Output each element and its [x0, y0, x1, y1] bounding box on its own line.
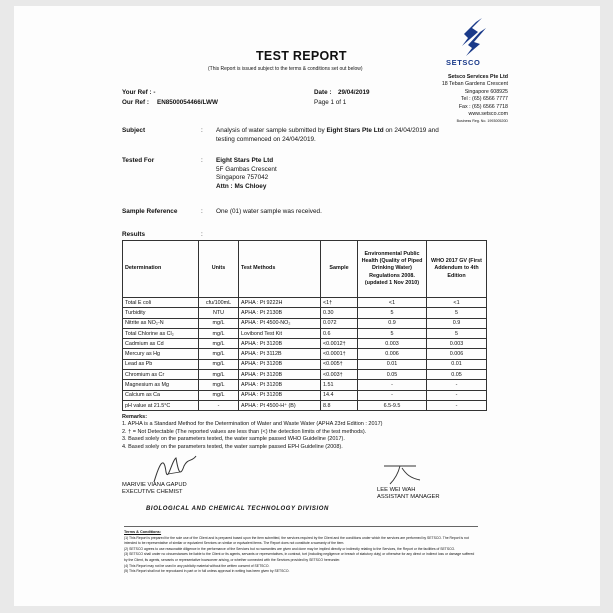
tested-for-attn: Attn : Ms Chloey: [216, 182, 267, 190]
results-cell-method: APHA : Pt 3120B: [239, 370, 321, 380]
results-cell-who: <1: [427, 298, 487, 308]
remarks-block: [122, 414, 382, 451]
results-row: [123, 318, 487, 328]
results-row: [123, 380, 487, 390]
date-label: Date :: [314, 89, 332, 96]
results-cell-who: -: [427, 400, 487, 410]
results-label: Results: [122, 231, 146, 238]
results-cell-who: 0.01: [427, 359, 487, 369]
right-signatory-name: LEE WEI WAH: [377, 487, 416, 493]
company-tel: Tel : (65) 6566 7777: [460, 96, 508, 103]
subject-text-2: on 24/04/2019 and: [385, 127, 439, 134]
results-cell-who: 5: [427, 308, 487, 318]
results-row: [123, 308, 487, 318]
col-determination: Determination: [123, 241, 199, 298]
tested-for-colon: :: [201, 157, 203, 164]
results-cell-method: APHA : Pt 4500-NO₂: [239, 318, 321, 328]
results-row: [123, 400, 487, 410]
remark-item: 3. Based solely on the parameters tested, the water sample passed WHO Guideline (2017).: [122, 436, 345, 443]
results-cell-eph: 0.006: [358, 349, 427, 359]
results-cell-who: 5: [427, 328, 487, 338]
terms-item: (3) SETSCO shall under no circumstances be liable to the Client or its agents, servants or representatives, in contract, tort (including negligence or breach of statutory duty) or otherwise for any direct or indirect loss or damage suffered by the Client, its agents, servants or representative howsoever arising, or whether connected with the Services provided by SETSCO hereunder.: [124, 552, 475, 562]
results-cell-units: -: [199, 400, 239, 410]
subject-company: Eight Stars Pte Ltd: [326, 127, 384, 134]
results-cell-determination: Lead as Pb: [123, 359, 199, 369]
results-cell-eph: 5: [358, 328, 427, 338]
results-cell-units: NTU: [199, 308, 239, 318]
col-eph-regulations: Environmental Public Health (Quality of Piped Drinking Water) Regulations 2008. (updated 1 Nov 2010): [358, 241, 427, 298]
sample-reference-text: One (01) water sample was received.: [216, 208, 322, 215]
results-cell-sample: <0.0012†: [321, 339, 358, 349]
results-cell-units: mg/L: [199, 318, 239, 328]
results-cell-method: APHA : Pt 9222H: [239, 298, 321, 308]
report-title: TEST REPORT: [256, 49, 347, 63]
results-cell-determination: Cadmium as Cd: [123, 339, 199, 349]
division-name: BIOLOGICAL AND CHEMICAL TECHNOLOGY DIVISION: [146, 506, 329, 512]
terms-item: (1) This Report is prepared for the sole use of the Client and is prepared based upon the item submitted, the services required by the Client and the conditions under which the services are performed by SETSCO. The Report is not intended to be representative of similar or equivalent Services on similar or equivalent items. The Report does not constitute a warranty of the item.: [124, 535, 469, 546]
results-cell-who: -: [427, 380, 487, 390]
results-cell-sample: <1†: [321, 298, 358, 308]
terms-item: (2) SETSCO agrees to use reasonable diligence in the performance of the Services but no warranties are given and done may be implied directly or indirectly relating to the Services, the Report or the facilities of SETSCO.: [124, 546, 456, 551]
results-row: [123, 390, 487, 400]
results-cell-sample: <0.0001†: [321, 349, 358, 359]
col-test-methods: Test Methods: [239, 241, 321, 298]
company-reg: Business Reg. No. 199300520D: [456, 119, 508, 124]
results-cell-eph: 0.9: [358, 318, 427, 328]
col-who-2017: WHO 2017 GV (First Addendum to 4th Edition: [427, 241, 487, 298]
results-cell-eph: 0.003: [358, 339, 427, 349]
results-cell-who: 0.006: [427, 349, 487, 359]
remark-item: 2. † = Not Detectable (The reported values are less than (<) the detection limits of the test methods).: [122, 428, 367, 435]
terms-item: (5) This Report shall not be reproduced in part or in full unless approval in writing has been given by SETSCO.: [124, 569, 290, 574]
results-cell-who: -: [427, 390, 487, 400]
terms-heading: Terms & Conditions:: [124, 530, 162, 534]
sample-reference-label: Sample Reference: [122, 208, 178, 215]
report-subtitle: (This Report is issued subject to the terms & conditions set out below): [208, 66, 363, 72]
company-fax: Fax : (65) 6566 7718: [458, 103, 508, 110]
company-address-line-2: Singapore 608925: [464, 88, 508, 95]
results-cell-eph: <1: [358, 298, 427, 308]
results-row: [123, 328, 487, 338]
results-cell-units: mg/L: [199, 349, 239, 359]
results-cell-method: APHA : Pt 3112B: [239, 349, 321, 359]
setsco-s-logo-icon: [452, 14, 496, 58]
results-cell-sample: 0.6: [321, 328, 358, 338]
subject-colon: :: [201, 127, 203, 134]
results-cell-eph: -: [358, 380, 427, 390]
results-cell-sample: 14.4: [321, 390, 358, 400]
terms-divider: [124, 526, 478, 527]
results-cell-sample: <0.005†: [321, 359, 358, 369]
left-signatory-name: MARIVIE VIANA GAPUD: [122, 482, 187, 488]
results-cell-units: mg/L: [199, 339, 239, 349]
results-body: [123, 298, 487, 411]
tested-for-block: [216, 157, 277, 191]
company-name: Setsco Services Pte Ltd: [447, 74, 508, 80]
tested-for-addr-2: Singapore 757042: [216, 174, 269, 182]
results-cell-determination: Total Chlorine as Cl₂: [123, 328, 199, 338]
results-cell-sample: <0.003†: [321, 370, 358, 380]
results-cell-units: mg/L: [199, 359, 239, 369]
terms-item: (4) This Report may not be used in any publicity material without the written consent of SETSCO.: [124, 563, 270, 568]
results-row: [123, 359, 487, 369]
results-cell-who: 0.9: [427, 318, 487, 328]
col-units: Units: [199, 241, 239, 298]
results-cell-who: 0.05: [427, 370, 487, 380]
results-cell-determination: Nitrite as NO₂-N: [123, 318, 199, 328]
tested-for-label: Tested For: [122, 157, 155, 164]
subject-text-1: Analysis of water sample submitted by: [216, 127, 325, 134]
results-cell-method: Lovibond Test Kit: [239, 328, 321, 338]
left-signatory-title: EXECUTIVE CHEMIST: [122, 489, 183, 496]
company-brand: SETSCO: [446, 58, 481, 67]
right-signatory: [377, 487, 440, 502]
results-cell-method: APHA : Pt 3120B: [239, 380, 321, 390]
results-cell-method: APHA : Pt 2130B: [239, 308, 321, 318]
results-cell-units: cfu/100mL: [199, 298, 239, 308]
results-cell-method: APHA : Pt 3120B: [239, 339, 321, 349]
results-row: [123, 370, 487, 380]
page-number: Page 1 of 1: [314, 99, 347, 106]
results-cell-sample: 8.8: [321, 400, 358, 410]
results-cell-units: mg/L: [199, 380, 239, 390]
results-cell-determination: Calcium as Ca: [123, 390, 199, 400]
results-cell-determination: Total E coli: [123, 298, 199, 308]
results-row: [123, 339, 487, 349]
sample-reference-colon: :: [201, 208, 203, 215]
results-cell-eph: 6.5-9.5: [358, 400, 427, 410]
results-colon: :: [201, 231, 203, 238]
results-cell-determination: Chromium as Cr: [123, 370, 199, 380]
remark-item: 4. Based solely on the parameters tested, the water sample passed EPH Guideline (2008).: [122, 443, 343, 450]
our-ref-value: EN8500054466/LWW: [157, 99, 218, 106]
left-signature: [150, 452, 200, 486]
results-cell-sample: 0.30: [321, 308, 358, 318]
results-cell-determination: Turbidity: [123, 308, 199, 318]
results-cell-sample: 1.51: [321, 380, 358, 390]
right-signatory-title: ASSISTANT MANAGER: [377, 494, 440, 501]
right-signature: [380, 458, 424, 486]
results-header-row: [123, 241, 487, 298]
results-row: [123, 349, 487, 359]
results-cell-units: mg/L: [199, 328, 239, 338]
subject-text-3: testing commenced on 24/04/2019.: [216, 135, 316, 143]
results-cell-method: APHA : Pt 3120B: [239, 359, 321, 369]
results-cell-determination: Mercury as Hg: [123, 349, 199, 359]
terms-block: [124, 530, 478, 575]
results-cell-units: mg/L: [199, 390, 239, 400]
results-cell-eph: -: [358, 390, 427, 400]
tested-for-name: Eight Stars Pte Ltd: [216, 157, 274, 164]
subject-label: Subject: [122, 127, 146, 134]
remark-item: 1. APHA is a Standard Method for the Determination of Water and Waste Water (APHA 23rd Edition : 2017): [122, 421, 383, 428]
company-address-line-1: 18 Teban Gardens Crescent: [441, 81, 508, 88]
results-cell-determination: pH value at 21.5°C: [123, 400, 199, 410]
results-cell-units: mg/L: [199, 370, 239, 380]
results-cell-eph: 0.05: [358, 370, 427, 380]
results-cell-method: APHA : Pt 3120B: [239, 390, 321, 400]
results-cell-determination: Magnesium as Mg: [123, 380, 199, 390]
tested-for-addr-1: 5F Gambas Crescent: [216, 165, 277, 173]
your-ref: Your Ref : -: [122, 89, 156, 96]
date-value: 29/04/2019: [338, 89, 370, 96]
our-ref-label: Our Ref :: [122, 99, 149, 106]
left-signatory: [122, 482, 187, 497]
remarks-heading: Remarks:: [122, 414, 148, 420]
results-row: [123, 298, 487, 308]
subject-text: [216, 127, 439, 144]
results-cell-method: APHA : Pt 4500-H⁺ (B): [239, 400, 321, 410]
results-cell-who: 0.003: [427, 339, 487, 349]
results-cell-eph: 5: [358, 308, 427, 318]
results-cell-eph: 0.01: [358, 359, 427, 369]
results-table: [122, 240, 487, 411]
company-web: www.setsco.com: [468, 111, 508, 118]
company-address-block: [416, 74, 508, 126]
col-sample: Sample: [321, 241, 358, 298]
results-cell-sample: 0.072: [321, 318, 358, 328]
